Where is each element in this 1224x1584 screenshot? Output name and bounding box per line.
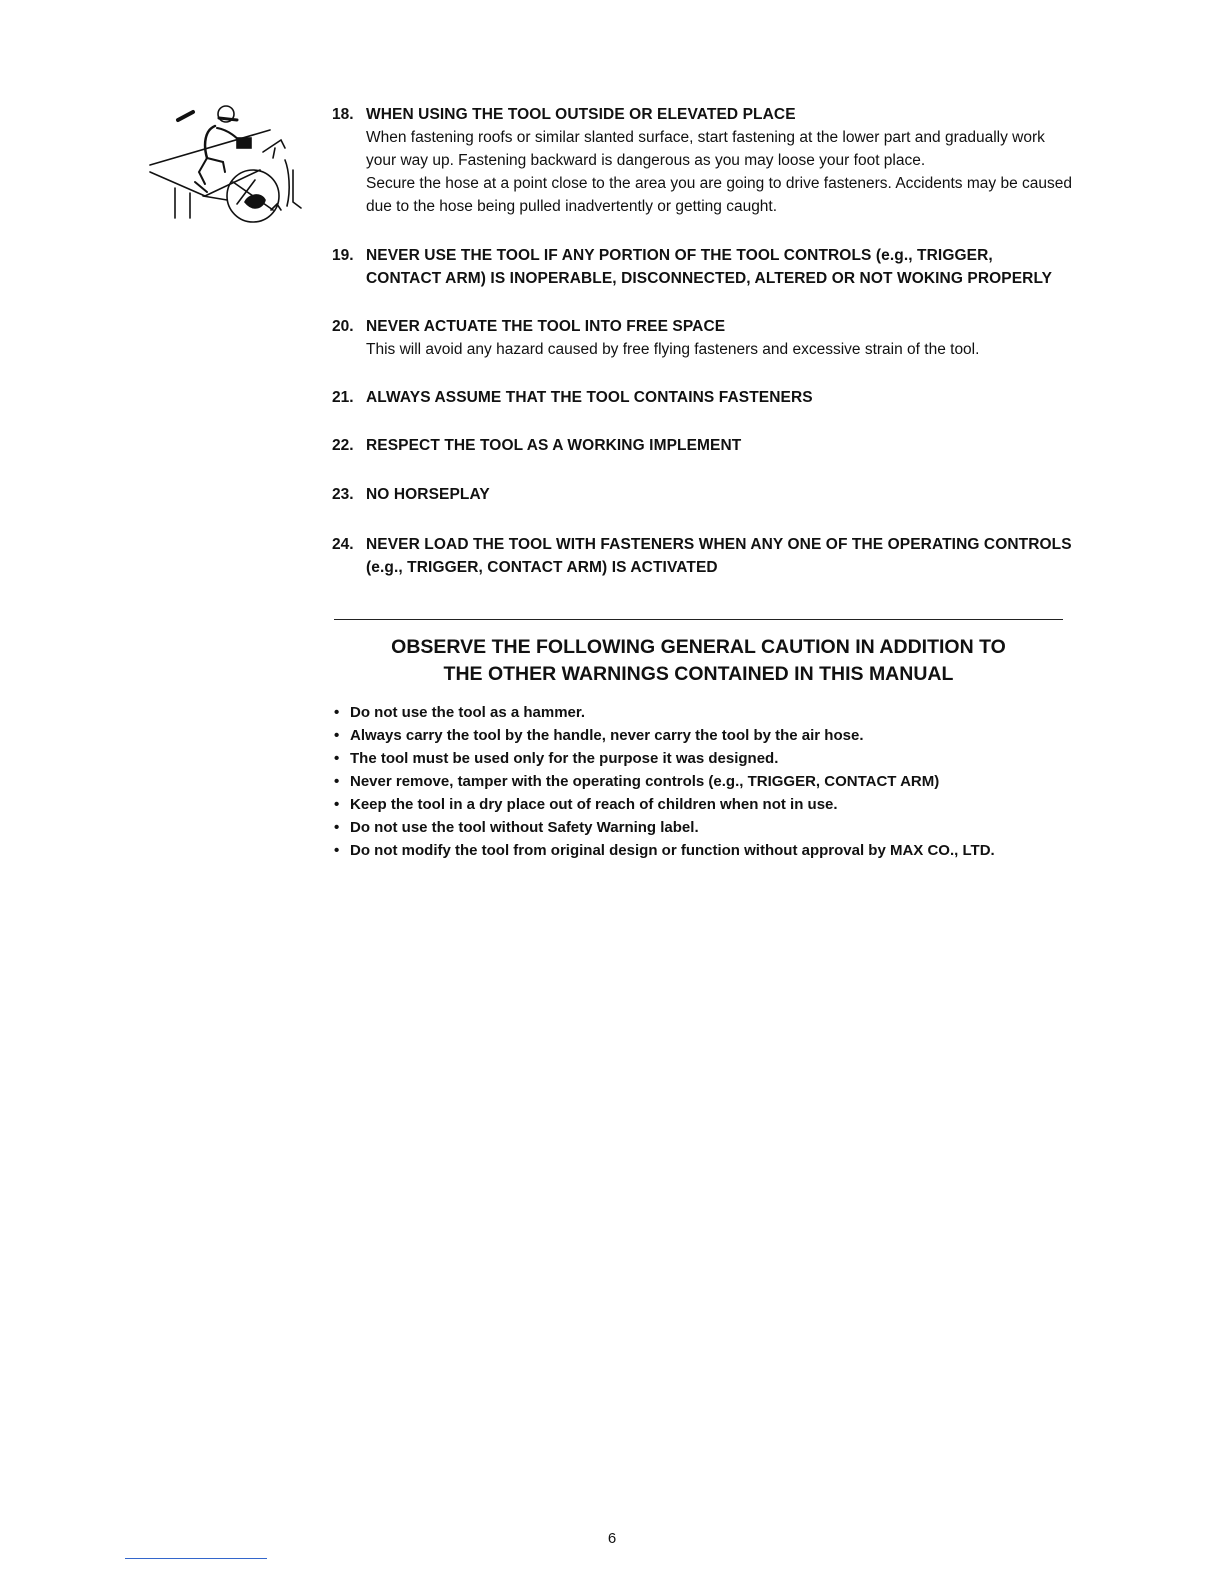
item-heading: NEVER LOAD THE TOOL WITH FASTENERS WHEN ANY ONE OF THE OPERATING CONTROLS (e.g., TRIGGER, CONTACT ARM) IS ACTIVATED	[366, 536, 1072, 576]
caution-list-item	[334, 724, 1094, 747]
safety-item-19	[332, 244, 1072, 290]
item-heading: NO HORSEPLAY	[366, 486, 490, 503]
item-number: 18.	[332, 106, 354, 123]
footer-link-line[interactable]	[125, 1558, 267, 1559]
item-number: 21.	[332, 389, 354, 406]
caution-text: Do not use the tool as a hammer.	[350, 704, 586, 721]
safety-item-20	[332, 315, 1072, 361]
safety-item-21	[332, 386, 1072, 409]
page-number: 6	[607, 1530, 617, 1547]
item-paragraph: This will avoid any hazard caused by free flying fasteners and excessive strain of the tool.	[366, 341, 980, 358]
item-heading: ALWAYS ASSUME THAT THE TOOL CONTAINS FASTENERS	[366, 389, 813, 406]
item-paragraph: When fastening roofs or similar slanted surface, start fastening at the lower part and gradually work your way up. Fastening backward is dangerous as you may loose your foot place.	[366, 129, 1045, 169]
caution-title	[334, 634, 1063, 688]
caution-list-item	[334, 747, 1094, 770]
item-number: 19.	[332, 247, 354, 264]
caution-list-item	[334, 839, 1094, 862]
item-heading: WHEN USING THE TOOL OUTSIDE OR ELEVATED PLACE	[366, 106, 796, 123]
bullet-icon: •	[334, 773, 340, 790]
bullet-icon: •	[334, 704, 340, 721]
caution-text: Always carry the tool by the handle, never carry the tool by the air hose.	[350, 727, 864, 744]
caution-text: Do not use the tool without Safety Warning label.	[350, 819, 699, 836]
bullet-icon: •	[334, 727, 340, 744]
bullet-icon: •	[334, 842, 340, 859]
safety-item-18	[332, 103, 1072, 218]
caution-list	[334, 701, 1094, 862]
caution-list-item	[334, 816, 1094, 839]
item-heading: NEVER ACTUATE THE TOOL INTO FREE SPACE	[366, 318, 726, 335]
caution-text: Do not modify the tool from original design or function without approval by MAX CO., LTD.	[350, 842, 995, 859]
roof-worker-illustration-icon	[145, 100, 315, 240]
caution-text: Keep the tool in a dry place out of reach of children when not in use.	[350, 796, 838, 813]
item-heading: RESPECT THE TOOL AS A WORKING IMPLEMENT	[366, 437, 742, 454]
caution-title-line: OBSERVE THE FOLLOWING GENERAL CAUTION IN ADDITION TO	[391, 636, 1006, 658]
caution-text: Never remove, tamper with the operating controls (e.g., TRIGGER, CONTACT ARM)	[350, 773, 940, 790]
caution-list-item	[334, 793, 1094, 816]
item-number: 22.	[332, 437, 354, 454]
safety-item-24	[332, 533, 1072, 579]
item-number: 20.	[332, 318, 354, 335]
bullet-icon: •	[334, 796, 340, 813]
bullet-icon: •	[334, 750, 340, 767]
item-number: 24.	[332, 536, 354, 553]
caution-title-line: THE OTHER WARNINGS CONTAINED IN THIS MANUAL	[443, 663, 954, 685]
item-number: 23.	[332, 486, 354, 503]
bullet-icon: •	[334, 819, 340, 836]
section-divider	[334, 619, 1063, 620]
safety-item-22	[332, 434, 1072, 457]
item-paragraph: Secure the hose at a point close to the area you are going to drive fasteners. Accidents may be caused due to the hose being pulled inadvertently or getting caught.	[366, 175, 1072, 215]
item-heading: NEVER USE THE TOOL IF ANY PORTION OF THE TOOL CONTROLS (e.g., TRIGGER, CONTACT ARM) IS INOPERABLE, DISCONNECTED, ALTERED OR NOT WOKING PROPERLY	[366, 247, 1053, 287]
safety-item-23	[332, 483, 1072, 506]
caution-text: The tool must be used only for the purpose it was designed.	[350, 750, 779, 767]
caution-list-item	[334, 770, 1094, 793]
caution-list-item	[334, 701, 1094, 724]
